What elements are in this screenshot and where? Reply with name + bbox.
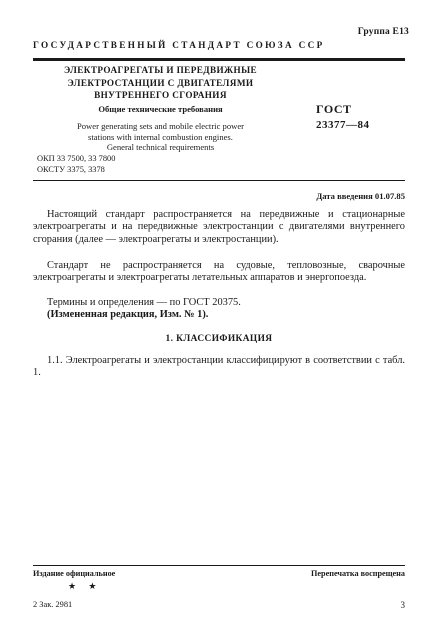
english-title-line: General technical requirements bbox=[106, 142, 215, 152]
stars-mark: ★ ★ bbox=[68, 581, 102, 591]
scope-paragraph: Настоящий стандарт распространяется на передвижные и стационарные электроагрегаты и на передвижные электростанции с двигателями внутреннего сгорания (далее — электроагрегаты и электростанции). bbox=[33, 209, 405, 245]
english-title-line: Power generating sets and mobile electric power bbox=[76, 121, 245, 131]
footer-divider bbox=[33, 565, 405, 566]
group-code: Группа Е13 bbox=[357, 27, 409, 37]
gost-number: 23377—84 bbox=[316, 119, 370, 131]
terms-paragraph: Термины и определения — по ГОСТ 20375. bbox=[47, 297, 241, 308]
document-subtitle: Общие технические требования bbox=[98, 104, 223, 114]
classification-codes bbox=[37, 154, 115, 175]
official-edition-label: Издание официальное bbox=[33, 569, 116, 578]
clause-1-1: 1.1. Электроагрегаты и электростанции классифицируют в соответствии с табл. 1. bbox=[33, 355, 405, 379]
document-title bbox=[33, 64, 288, 102]
print-order-number: 2 Зак. 2981 bbox=[33, 600, 73, 609]
title-divider bbox=[33, 180, 405, 181]
gost-label: ГОСТ bbox=[316, 102, 352, 116]
reprint-prohibited-label: Перепечатка воспрещена bbox=[311, 569, 405, 578]
title-line: ЭЛЕКТРОСТАНЦИИ С ДВИГАТЕЛЯМИ bbox=[67, 77, 254, 88]
introduction-date: Дата введения 01.07.85 bbox=[316, 191, 405, 201]
gost-designation bbox=[316, 101, 370, 133]
amendment-note: (Измененная редакция, Изм. № 1). bbox=[47, 309, 209, 320]
section-heading: 1. КЛАССИФИКАЦИЯ bbox=[165, 334, 273, 344]
page-number: 3 bbox=[400, 600, 405, 610]
english-title-line: stations with internal combustion engines. bbox=[88, 131, 233, 142]
exclusion-paragraph: Стандарт не распространяется на судовые, тепловозные, сварочные электроагрегаты и электроагрегаты летательных аппаратов и энергопоезда. bbox=[33, 260, 405, 284]
state-standard-heading: ГОСУДАРСТВЕННЫЙ СТАНДАРТ СОЮЗА ССР bbox=[33, 40, 325, 50]
title-line: ВНУТРЕННЕГО СГОРАНИЯ bbox=[94, 90, 227, 100]
okstu-code: ОКСТУ 3375, 3378 bbox=[37, 164, 105, 174]
title-line: ЭЛЕКТРОАГРЕГАТЫ И ПЕРЕДВИЖНЫЕ bbox=[63, 65, 258, 75]
okp-code: ОКП 33 7500, 33 7800 bbox=[37, 154, 116, 163]
header-divider bbox=[33, 58, 405, 61]
english-title bbox=[33, 121, 288, 153]
